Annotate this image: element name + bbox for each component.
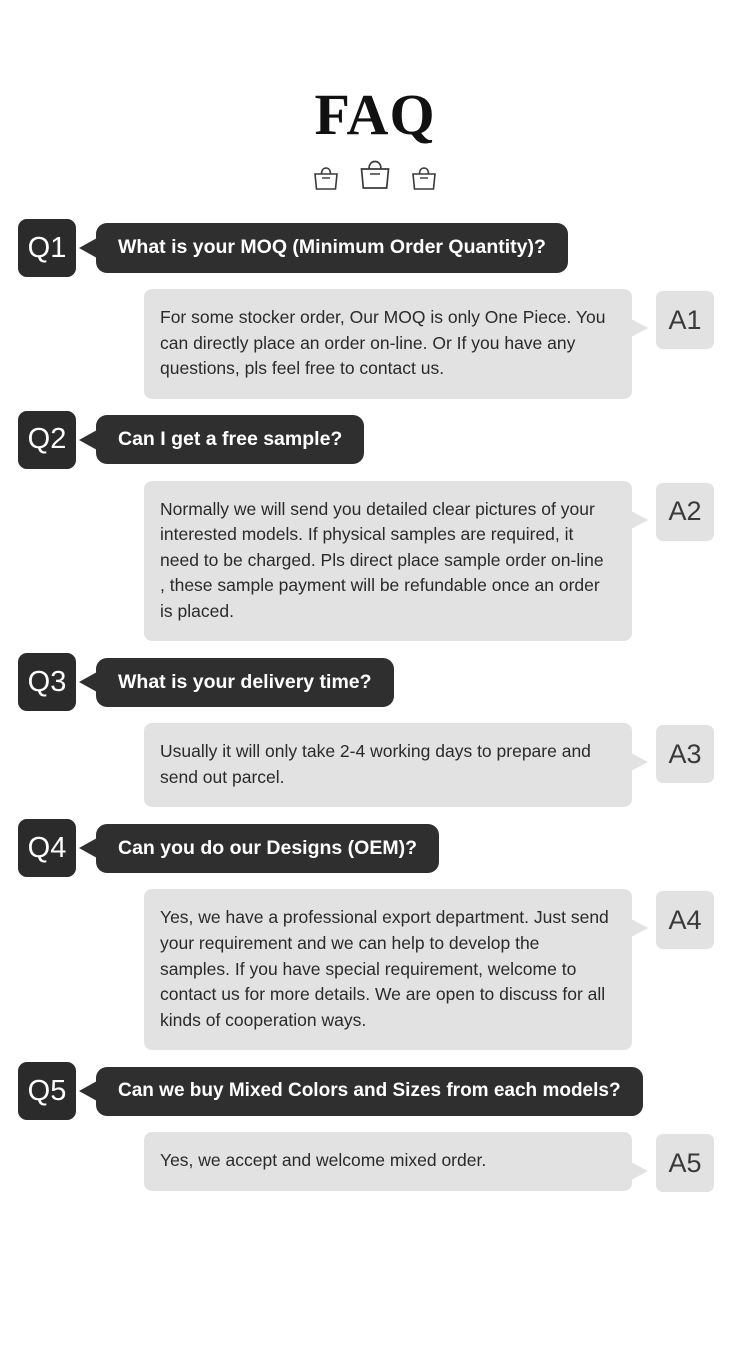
answer-row [0,481,750,642]
answer-badge: A4 [656,891,714,949]
question-text: What is your delivery time? [96,658,394,707]
question-text: What is your MOQ (Minimum Order Quantity)? [96,223,568,272]
answer-badge: A2 [656,483,714,541]
question-row [0,1062,750,1120]
answer-row [0,289,750,399]
page-title: FAQ [314,82,436,147]
answer-badge: A1 [656,291,714,349]
question-row [0,819,750,877]
faq-item [0,653,750,807]
question-text: Can you do our Designs (OEM)? [96,824,439,873]
faq-item [0,1062,750,1192]
answer-badge: A5 [656,1134,714,1192]
faq-list [0,219,750,1192]
question-text: Can I get a free sample? [96,415,364,464]
answer-badge: A3 [656,725,714,783]
page-header [0,0,750,191]
question-row [0,219,750,277]
question-row [0,653,750,711]
handbag-icon [312,165,340,191]
answer-text: Yes, we accept and welcome mixed order. [144,1132,632,1191]
faq-item [0,819,750,1050]
handbag-decoration [0,157,750,191]
answer-row [0,1132,750,1192]
question-badge: Q1 [18,219,76,277]
answer-row [0,889,750,1050]
handbag-icon [410,165,438,191]
faq-item [0,219,750,399]
answer-row [0,723,750,807]
answer-text: Usually it will only take 2-4 working days to prepare and send out parcel. [144,723,632,807]
question-badge: Q3 [18,653,76,711]
question-badge: Q4 [18,819,76,877]
question-text: Can we buy Mixed Colors and Sizes from each models? [96,1067,643,1116]
answer-text: For some stocker order, Our MOQ is only One Piece. You can directly place an order on-line. Or If you have any questions, pls feel free to contact us. [144,289,632,399]
answer-text: Normally we will send you detailed clear pictures of your interested models. If physical samples are required, it need to be charged. Pls direct place sample order on-line , these sample payment will be refundable once an order is placed. [144,481,632,642]
handbag-icon [358,159,392,191]
faq-item [0,411,750,642]
answer-text: Yes, we have a professional export department. Just send your requirement and we can help to develop the samples. If you have special requirement, welcome to contact us for more details. We are open to discuss for all kinds of cooperation ways. [144,889,632,1050]
question-row [0,411,750,469]
question-badge: Q5 [18,1062,76,1120]
question-badge: Q2 [18,411,76,469]
